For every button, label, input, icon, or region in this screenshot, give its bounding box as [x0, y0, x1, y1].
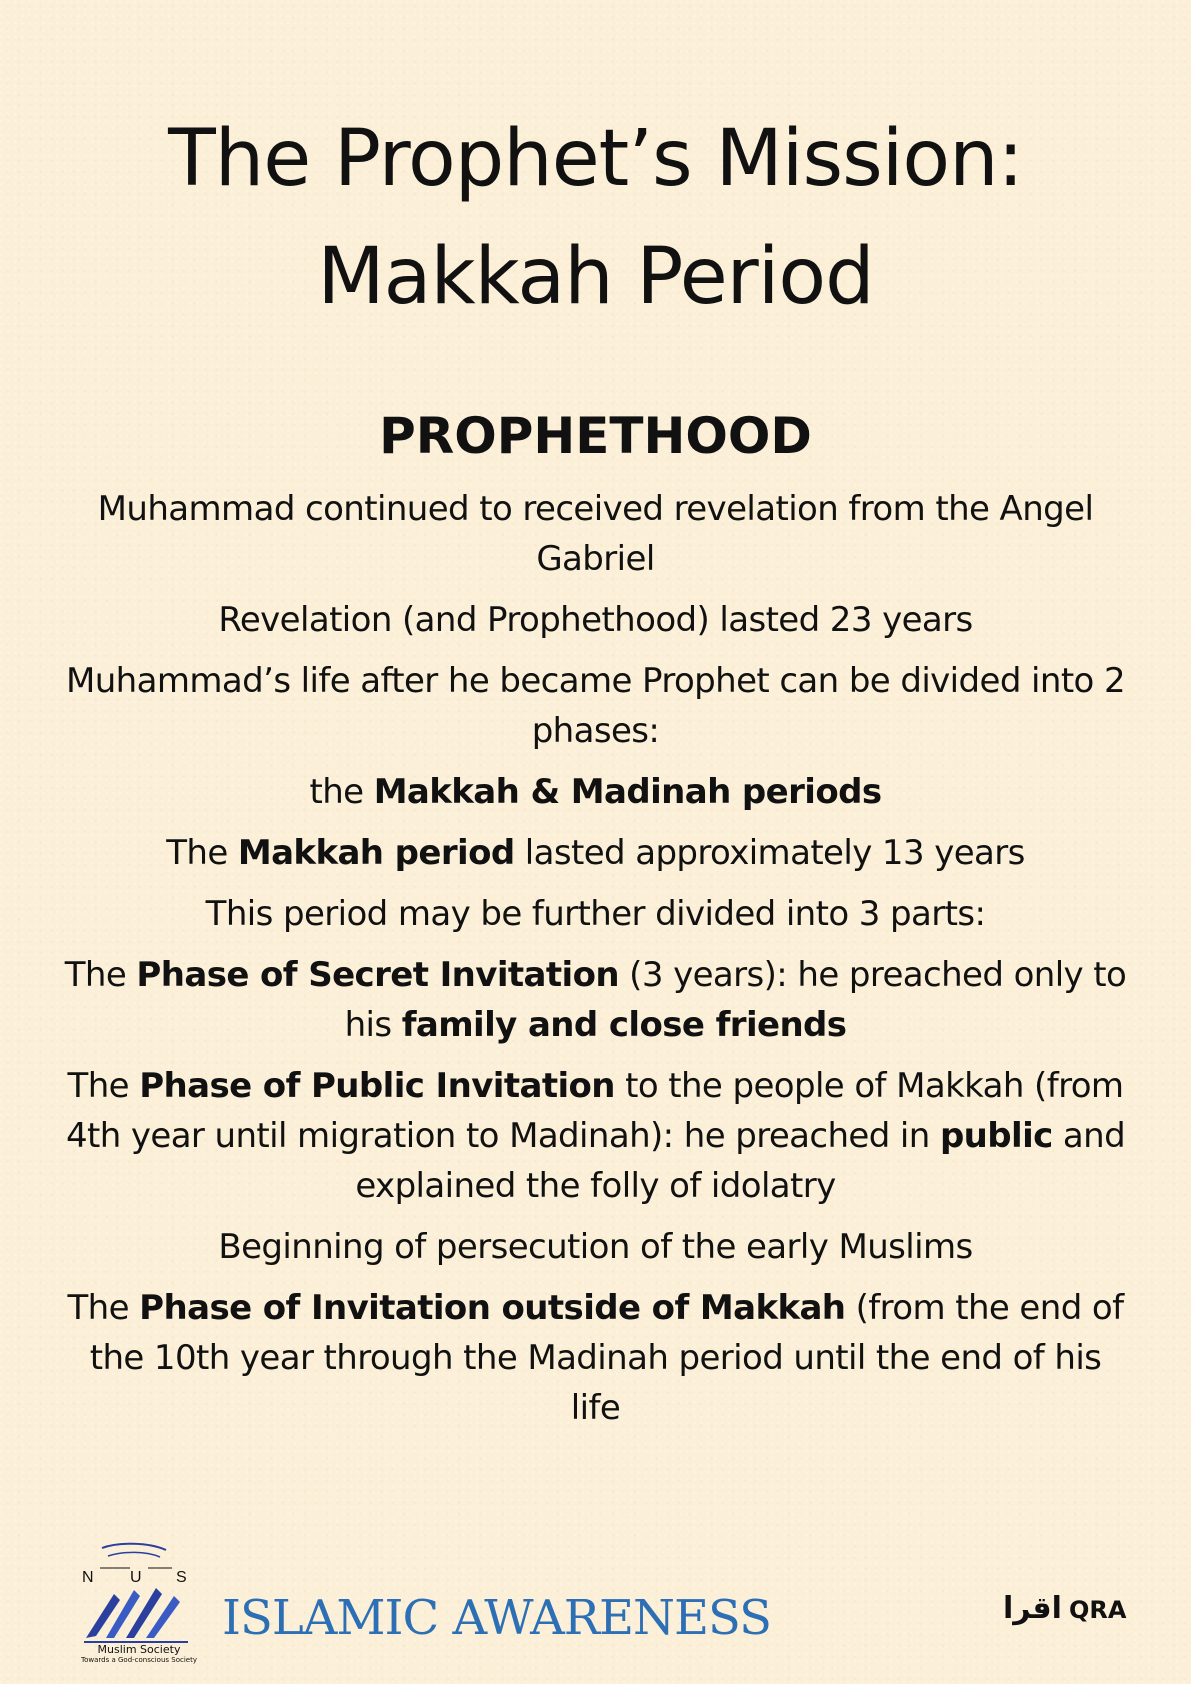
paragraph-makkah-period	[60, 828, 1131, 878]
text-run: The	[64, 955, 137, 995]
text-run: The	[67, 1288, 140, 1328]
iqra-latin-text: QRA	[1069, 1596, 1127, 1624]
text-run: (from the end of the 10th year through the Madinah period until the end of his life	[89, 1288, 1124, 1428]
page-title	[0, 100, 1191, 336]
paragraph-periods	[60, 767, 1131, 817]
nus-letter-u: U	[130, 1569, 142, 1586]
title-line-2: Makkah Period	[317, 232, 874, 322]
title-line-1: The Prophet’s Mission:	[168, 114, 1023, 204]
nus-letter-s: S	[176, 1569, 187, 1586]
paragraph-persecution: Beginning of persecution of the early Muslims	[218, 1227, 973, 1267]
brand-islamic-awareness: ISLAMIC AWARENESS	[222, 1590, 771, 1646]
paragraph-duration: Revelation (and Prophethood) lasted 23 years	[218, 600, 973, 640]
iqra-arabic-text: اقرا	[1003, 1591, 1062, 1626]
text-run: The	[166, 833, 238, 873]
iqra-logo-icon	[1003, 1576, 1139, 1636]
nus-tagline: Towards a God-conscious Society	[81, 1656, 197, 1664]
nus-caption-text: Muslim Society	[97, 1643, 181, 1656]
paragraph-secret-invitation	[60, 950, 1131, 1050]
nus-caption	[76, 1644, 202, 1664]
nus-letter-n: N	[82, 1569, 94, 1586]
text-run: (3 years): he preached only to his	[344, 955, 1127, 1045]
paragraph-three-parts: This period may be further divided into 3 parts:	[205, 894, 986, 934]
paragraph-outside-invitation	[60, 1283, 1131, 1433]
paragraph-phases: Muhammad’s life after he became Prophet can be divided into 2 phases:	[65, 661, 1125, 751]
text-run: The	[67, 1066, 140, 1106]
bold-run: Phase of Invitation outside of Makkah	[139, 1288, 846, 1328]
bold-run: Phase of Secret Invitation	[136, 955, 619, 995]
text-run: lasted approximately 13 years	[514, 833, 1025, 873]
text-run: to the people of Makkah (from 4th year until migration to Madinah): he preached in	[65, 1066, 1124, 1156]
bold-run: Phase of Public Invitation	[139, 1066, 615, 1106]
bold-run: public	[939, 1116, 1053, 1156]
page-footer	[0, 1520, 1191, 1684]
text-run: and explained the folly of idolatry	[355, 1116, 1126, 1206]
paragraph-revelation: Muhammad continued to received revelation from the Angel Gabriel	[97, 489, 1094, 579]
content-body	[60, 484, 1131, 1444]
bold-run: family and close friends	[401, 1005, 847, 1045]
section-heading: PROPHETHOOD	[379, 407, 812, 465]
text-run: the	[309, 772, 374, 812]
paragraph-public-invitation	[60, 1061, 1131, 1211]
bold-run: Makkah & Madinah periods	[373, 772, 882, 812]
bold-run: Makkah period	[237, 833, 515, 873]
